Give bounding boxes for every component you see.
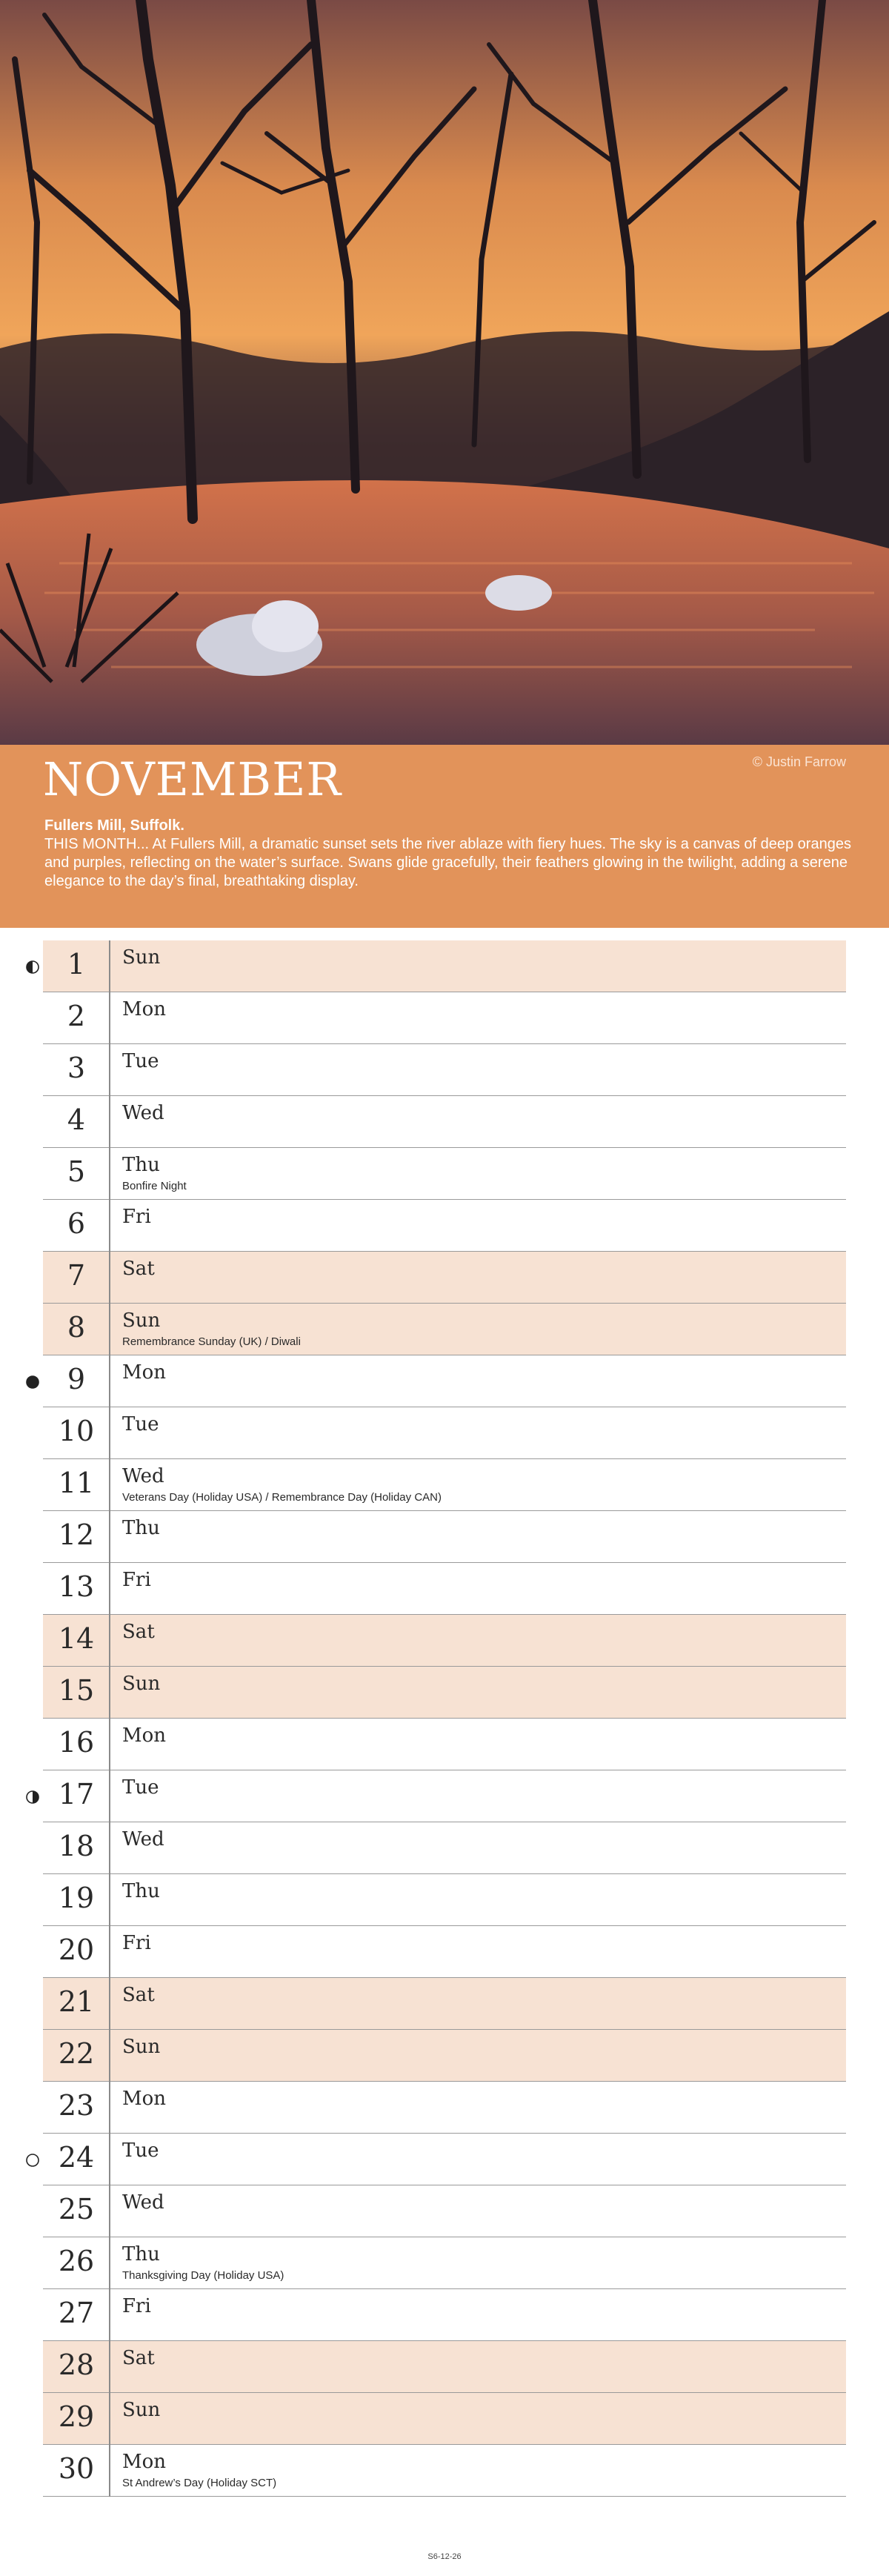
day-name: Mon bbox=[122, 2451, 167, 2473]
holiday-note: Remembrance Sunday (UK) / Diwali bbox=[122, 1335, 301, 1348]
day-row bbox=[43, 1719, 846, 1770]
day-row bbox=[43, 1096, 846, 1148]
day-name: Thu bbox=[122, 1154, 160, 1176]
last-quarter-moon-icon bbox=[25, 1790, 40, 1805]
day-number: 25 bbox=[58, 2193, 95, 2225]
day-number: 20 bbox=[58, 1933, 95, 1966]
day-row bbox=[43, 1200, 846, 1252]
day-number: 18 bbox=[58, 1830, 95, 1862]
day-number: 15 bbox=[58, 1674, 95, 1707]
day-number: 9 bbox=[67, 1363, 86, 1395]
day-name: Tue bbox=[122, 1776, 159, 1799]
day-name: Tue bbox=[122, 1050, 159, 1072]
day-row bbox=[43, 1304, 846, 1355]
holiday-note: Thanksgiving Day (Holiday USA) bbox=[122, 2269, 284, 2282]
day-name: Sun bbox=[122, 1673, 161, 1695]
day-name: Mon bbox=[122, 1361, 167, 1384]
header-photo bbox=[0, 0, 889, 745]
month-description: THIS MONTH... At Fullers Mill, a dramatic sunset sets the river ablaze with fiery hues. The sky is a canvas of deep oranges and purples, reflecting on the water’s surface. Swans glide gracefully, their feathers glowing in the twilight, adding a serene elegance to the day’s final, breathtaking display. bbox=[44, 836, 851, 889]
day-name: Thu bbox=[122, 1517, 160, 1539]
day-row bbox=[43, 1874, 846, 1926]
day-row bbox=[43, 1459, 846, 1511]
day-name: Mon bbox=[122, 2088, 167, 2110]
photo-location: Fullers Mill, Suffolk. bbox=[44, 817, 184, 834]
new-moon-icon bbox=[25, 1375, 40, 1390]
day-number: 16 bbox=[58, 1726, 95, 1759]
day-number: 3 bbox=[67, 1052, 86, 1084]
day-name: Sun bbox=[122, 2036, 161, 2058]
holiday-note: St Andrew’s Day (Holiday SCT) bbox=[122, 2477, 277, 2489]
day-row bbox=[43, 1355, 846, 1407]
day-name: Wed bbox=[122, 2191, 164, 2214]
day-name: Sun bbox=[122, 946, 161, 969]
day-name: Fri bbox=[122, 1569, 151, 1591]
day-row bbox=[43, 1615, 846, 1667]
day-number: 11 bbox=[58, 1467, 95, 1499]
day-row bbox=[43, 1822, 846, 1874]
day-name: Thu bbox=[122, 1880, 160, 1902]
day-name: Mon bbox=[122, 1724, 167, 1747]
first-quarter-moon-icon bbox=[25, 960, 40, 975]
day-number: 1 bbox=[67, 948, 86, 980]
day-name: Tue bbox=[122, 2140, 159, 2162]
day-row bbox=[43, 1978, 846, 2030]
day-number: 7 bbox=[67, 1259, 86, 1292]
day-row bbox=[43, 2134, 846, 2185]
day-number: 4 bbox=[67, 1103, 86, 1136]
day-row bbox=[43, 1252, 846, 1304]
day-name: Wed bbox=[122, 1102, 164, 1124]
day-name: Wed bbox=[122, 1828, 164, 1850]
day-name: Sun bbox=[122, 1309, 161, 1332]
day-row bbox=[43, 1511, 846, 1563]
day-number: 24 bbox=[58, 2141, 95, 2174]
day-name: Fri bbox=[122, 2295, 151, 2317]
day-number: 12 bbox=[58, 1518, 95, 1551]
day-number: 19 bbox=[58, 1882, 95, 1914]
day-row bbox=[43, 2393, 846, 2445]
day-row bbox=[43, 2185, 846, 2237]
day-row bbox=[43, 2341, 846, 2393]
full-moon-icon bbox=[25, 2153, 40, 2168]
day-row bbox=[43, 1148, 846, 1200]
day-number: 2 bbox=[67, 1000, 86, 1032]
holiday-note: Bonfire Night bbox=[122, 1180, 187, 1192]
day-number: 13 bbox=[58, 1570, 95, 1603]
calendar-grid bbox=[43, 940, 846, 2497]
day-row bbox=[43, 992, 846, 1044]
month-title: NOVEMBER bbox=[43, 752, 342, 806]
day-name: Sat bbox=[122, 1984, 155, 2006]
day-number: 10 bbox=[58, 1415, 95, 1447]
day-row bbox=[43, 1407, 846, 1459]
day-name: Tue bbox=[122, 1413, 159, 1435]
day-row bbox=[43, 1667, 846, 1719]
day-row bbox=[43, 1563, 846, 1615]
day-row bbox=[43, 1926, 846, 1978]
photo-credit: © Justin Farrow bbox=[752, 754, 846, 769]
day-number: 8 bbox=[67, 1311, 86, 1344]
day-number: 22 bbox=[58, 2037, 95, 2070]
day-row bbox=[43, 2082, 846, 2134]
holiday-note: Veterans Day (Holiday USA) / Remembrance Day (Holiday CAN) bbox=[122, 1491, 442, 1504]
day-row bbox=[43, 2445, 846, 2497]
day-row bbox=[43, 1770, 846, 1822]
day-row bbox=[43, 2237, 846, 2289]
day-name: Sun bbox=[122, 2399, 161, 2421]
day-row bbox=[43, 2030, 846, 2082]
day-number: 17 bbox=[58, 1778, 95, 1810]
day-number: 23 bbox=[58, 2089, 95, 2122]
day-name: Thu bbox=[122, 2243, 160, 2265]
day-number: 29 bbox=[58, 2400, 95, 2433]
day-number: 21 bbox=[58, 1985, 95, 2018]
day-number: 14 bbox=[58, 1622, 95, 1655]
day-name: Fri bbox=[122, 1932, 151, 1954]
day-name: Fri bbox=[122, 1206, 151, 1228]
day-row bbox=[43, 940, 846, 992]
day-number: 28 bbox=[58, 2348, 95, 2381]
day-row bbox=[43, 2289, 846, 2341]
day-row bbox=[43, 1044, 846, 1096]
day-name: Wed bbox=[122, 1465, 164, 1487]
day-name: Sat bbox=[122, 2347, 155, 2369]
grid-divider bbox=[109, 940, 110, 2497]
day-number: 6 bbox=[67, 1207, 86, 1240]
footer-code: S6-12-26 bbox=[427, 2552, 462, 2561]
day-number: 27 bbox=[58, 2297, 95, 2329]
day-name: Sat bbox=[122, 1621, 155, 1643]
day-number: 26 bbox=[58, 2245, 95, 2277]
day-name: Sat bbox=[122, 1258, 155, 1280]
day-name: Mon bbox=[122, 998, 167, 1020]
day-number: 30 bbox=[58, 2452, 95, 2485]
day-number: 5 bbox=[67, 1155, 86, 1188]
